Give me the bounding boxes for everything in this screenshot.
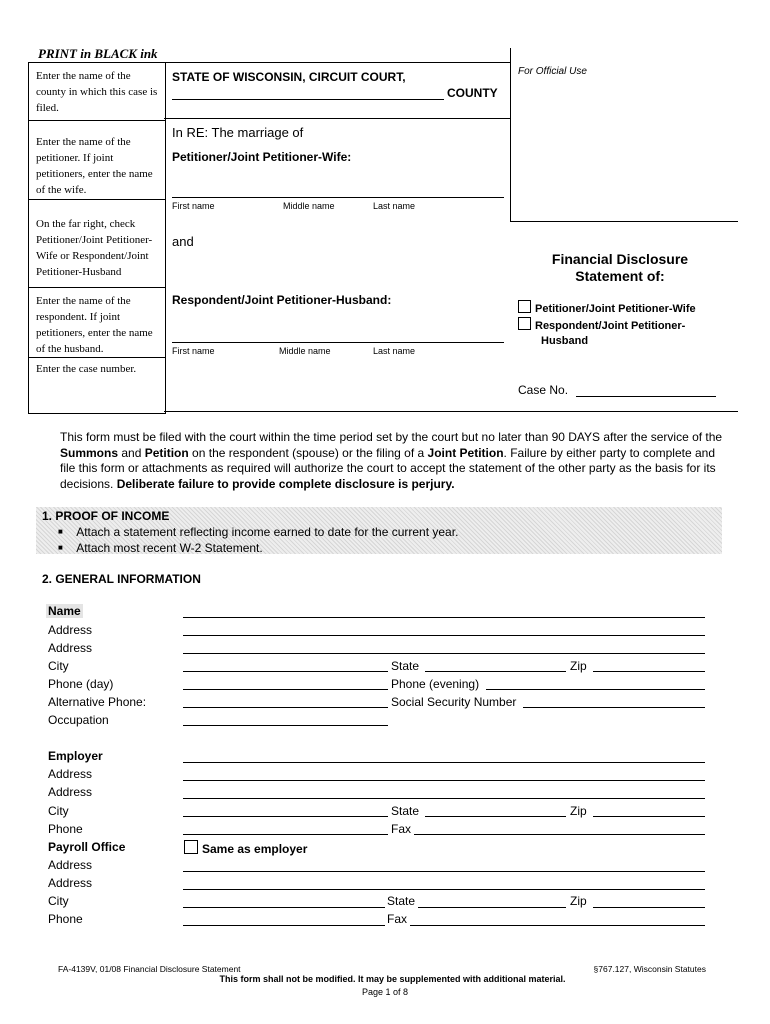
same-as-employer-label: Same as employer	[202, 842, 308, 856]
option-husband[interactable]	[518, 317, 685, 349]
employer-fax-label: Fax	[391, 822, 412, 836]
city-field[interactable]	[183, 671, 388, 672]
print-note: PRINT in BLACK ink	[38, 46, 158, 61]
alt-phone-label: Alternative Phone:	[48, 695, 147, 709]
form-title-line2: Statement of:	[575, 268, 665, 284]
respondent-last-label: Last name	[373, 346, 416, 356]
instruction-petitioner: Enter the name of the petitioner. If joint petitioners, enter the name of the wife.	[36, 136, 153, 196]
employer-city-label: City	[48, 804, 69, 818]
employer-address-field-1[interactable]	[183, 780, 705, 781]
section1-bullet-2: ■ Attach most recent W-2 Statement.	[58, 541, 263, 555]
payroll-city-field[interactable]	[183, 907, 385, 908]
phone-evening-label: Phone (evening)	[391, 677, 480, 691]
footer-notice: This form shall not be modified. It may be supplemented with additional material.	[219, 974, 566, 984]
wife-checkbox[interactable]	[518, 300, 531, 313]
address-label-1: Address	[48, 623, 93, 637]
page-number: Page 1 of 8	[361, 987, 409, 997]
address-field-1[interactable]	[183, 635, 705, 636]
option-wife-label: Petitioner/Joint Petitioner-Wife	[535, 303, 696, 315]
petitioner-label: Petitioner/Joint Petitioner-Wife:	[172, 150, 352, 164]
address-label-2: Address	[48, 641, 93, 655]
name-field[interactable]	[183, 617, 705, 618]
respondent-label: Respondent/Joint Petitioner-Husband:	[172, 293, 392, 307]
payroll-phone-label: Phone	[48, 912, 83, 926]
employer-address-label-2: Address	[48, 785, 93, 799]
petitioner-name-field[interactable]	[172, 197, 504, 198]
instruction-check: On the far right, check Petitioner/Joint Petitioner-Wife or Respondent/Joint Petitioner-Husband	[36, 218, 153, 278]
occupation-field[interactable]	[183, 725, 388, 726]
payroll-state-label: State	[387, 894, 416, 908]
employer-state-label: State	[391, 804, 420, 818]
state-field[interactable]	[425, 671, 566, 672]
form-title	[520, 251, 720, 285]
payroll-zip-label: Zip	[570, 894, 587, 908]
employer-zip-field[interactable]	[593, 816, 705, 817]
official-use: For Official Use	[518, 66, 587, 77]
zip-label: Zip	[570, 659, 587, 673]
payroll-phone-field[interactable]	[183, 925, 385, 926]
section1-title: 1. PROOF OF INCOME	[42, 509, 170, 523]
employer-label: Employer	[48, 749, 103, 763]
payroll-address-field-2[interactable]	[183, 889, 705, 890]
intro-paragraph: This form must be filed with the court within the time period set by the court but no later than 90 DAYS after the service of the Summons and Petition on the respondent (spouse) or the filing of a Joint Petition. Failure by either party to complete and file this form or attachments as required will authorize the court to accept the statement of the other party as the basis for its decisions. Deliberate failure to provide complete disclosure is perjury.	[60, 430, 723, 491]
payroll-fax-field[interactable]	[410, 925, 705, 926]
instruction-county: Enter the name of the county in which this case is filed.	[36, 70, 158, 114]
ssn-label: Social Security Number	[391, 695, 517, 709]
statute: §767.127, Wisconsin Statutes	[593, 964, 706, 974]
payroll-label: Payroll Office	[48, 840, 126, 854]
and-label: and	[172, 234, 194, 249]
form-title-line1: Financial Disclosure	[551, 251, 689, 267]
section2-title: 2. GENERAL INFORMATION	[42, 572, 201, 586]
petitioner-first-label: First name	[172, 201, 215, 211]
phone-day-label: Phone (day)	[48, 677, 114, 691]
court-heading: STATE OF WISCONSIN, CIRCUIT COURT,	[172, 70, 406, 84]
employer-phone-label: Phone	[48, 822, 83, 836]
respondent-middle-label: Middle name	[279, 346, 331, 356]
instruction-case-number: Enter the case number.	[36, 363, 137, 375]
official-box-left	[510, 48, 511, 222]
in-re: In RE: The marriage of	[172, 125, 304, 140]
employer-city-field[interactable]	[183, 816, 388, 817]
employer-address-label-1: Address	[48, 767, 93, 781]
employer-phone-field[interactable]	[183, 834, 388, 835]
same-as-employer-checkbox[interactable]	[184, 840, 198, 854]
payroll-fax-label: Fax	[387, 912, 408, 926]
name-label: Name	[48, 604, 81, 618]
phone-day-field[interactable]	[183, 689, 388, 690]
county-label: COUNTY	[447, 86, 498, 100]
option-wife[interactable]	[518, 300, 696, 315]
address-field-2[interactable]	[183, 653, 705, 654]
alt-phone-field[interactable]	[183, 707, 388, 708]
payroll-address-label-2: Address	[48, 876, 93, 890]
case-no-label: Case No.	[518, 383, 569, 397]
option-husband-label: Respondent/Joint Petitioner-	[535, 320, 686, 332]
zip-field[interactable]	[593, 671, 705, 672]
employer-address-field-2[interactable]	[183, 798, 705, 799]
husband-checkbox[interactable]	[518, 317, 531, 330]
employer-field[interactable]	[183, 762, 705, 763]
option-husband-label-2: Husband	[541, 335, 589, 347]
section1-bullet-1: ■ Attach a statement reflecting income earned to date for the current year.	[58, 525, 459, 539]
state-label: State	[391, 659, 420, 673]
employer-state-field[interactable]	[425, 816, 566, 817]
occupation-label: Occupation	[48, 713, 109, 727]
respondent-first-label: First name	[172, 346, 215, 356]
form-id: FA-4139V, 01/08 Financial Disclosure Statement	[58, 964, 241, 974]
employer-zip-label: Zip	[570, 804, 587, 818]
payroll-state-field[interactable]	[418, 907, 566, 908]
instruction-respondent: Enter the name of the respondent. If joint petitioners, enter the name of the husband.	[36, 295, 153, 355]
employer-fax-field[interactable]	[414, 834, 705, 835]
petitioner-last-label: Last name	[373, 201, 416, 211]
phone-evening-field[interactable]	[486, 689, 705, 690]
petitioner-middle-label: Middle name	[283, 201, 335, 211]
ssn-field[interactable]	[523, 707, 705, 708]
payroll-zip-field[interactable]	[593, 907, 705, 908]
city-label: City	[48, 659, 69, 673]
case-no-field[interactable]	[576, 396, 716, 397]
payroll-address-field-1[interactable]	[183, 871, 705, 872]
same-as-employer[interactable]	[184, 840, 307, 856]
payroll-address-label-1: Address	[48, 858, 93, 872]
respondent-name-field[interactable]	[172, 342, 504, 343]
payroll-city-label: City	[48, 894, 69, 908]
county-field[interactable]	[172, 99, 444, 100]
